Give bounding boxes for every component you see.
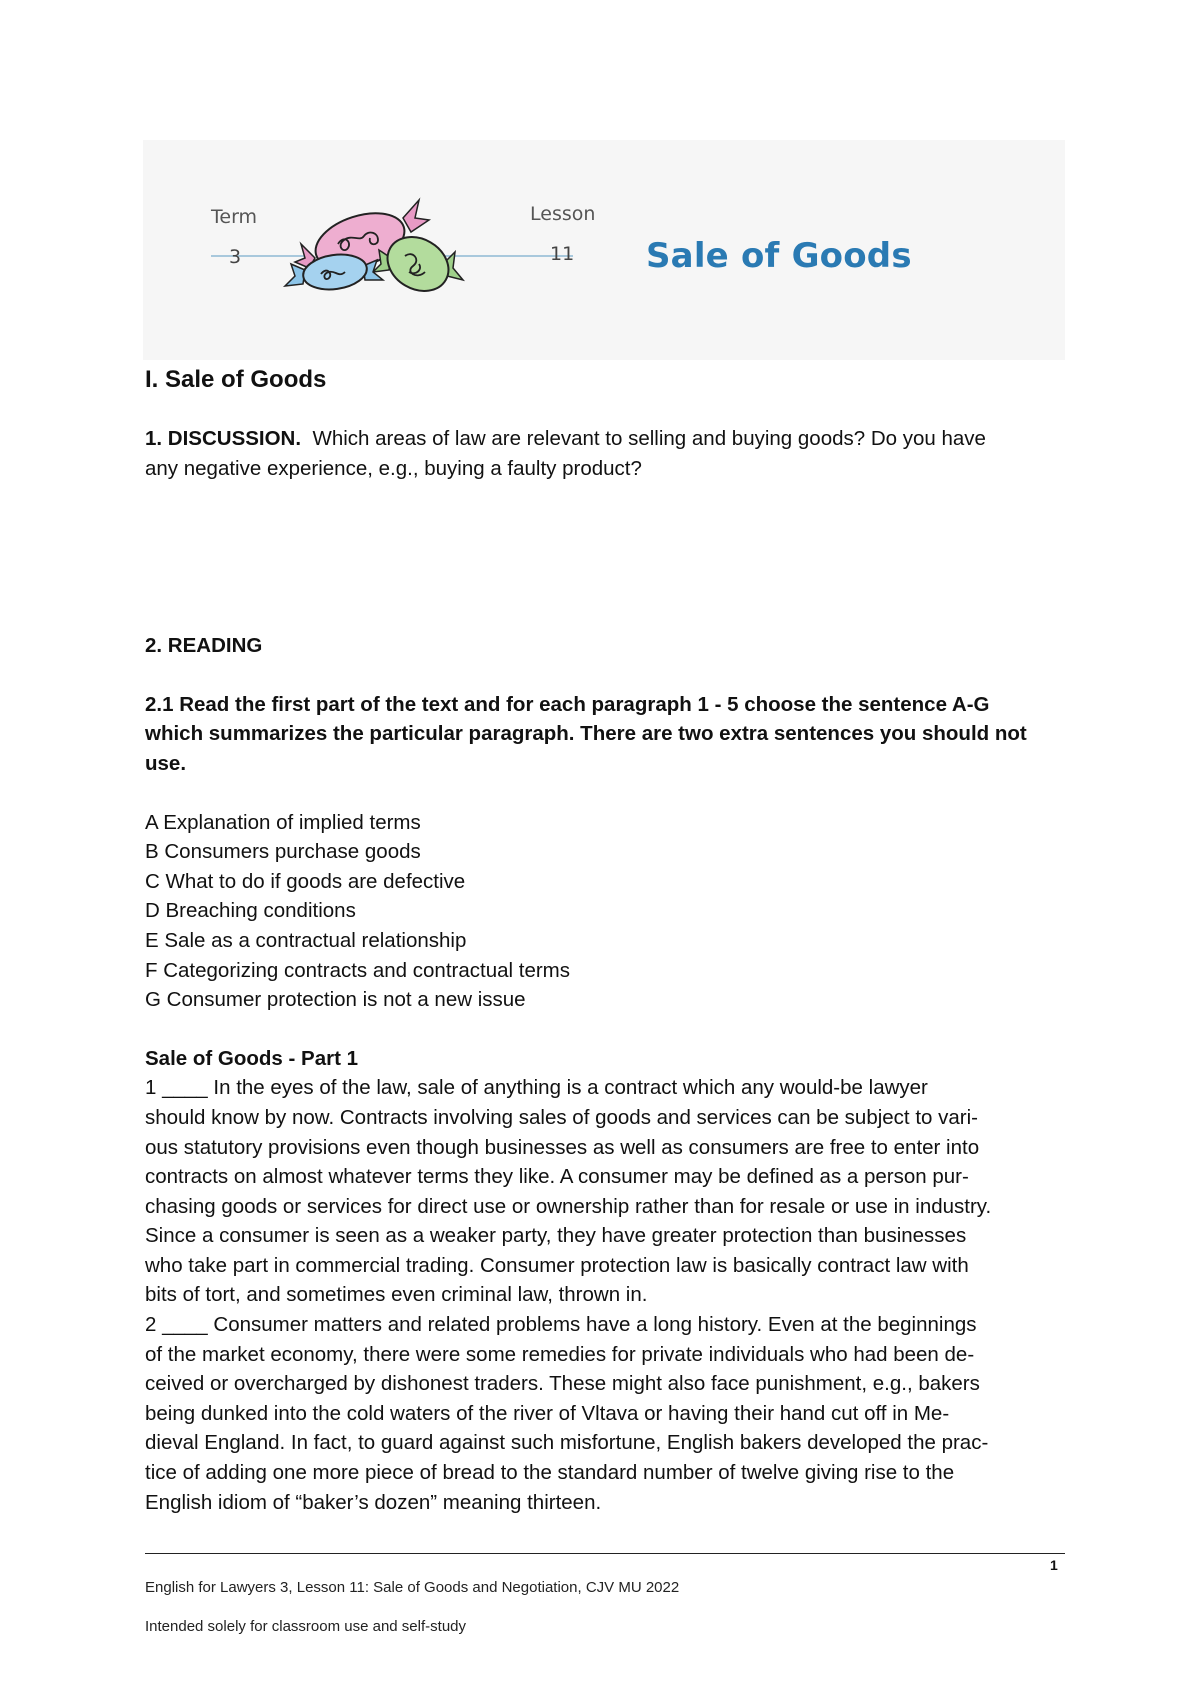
text-line: who take part in commercial trading. Consumer protection law is basically contract law with [145,1253,969,1277]
discussion-line-2: any negative experience, e.g., buying a faulty product? [145,456,642,480]
discussion-prompt [145,424,1065,454]
reading-heading: 2. READING [145,634,263,658]
reading-task-line-1: 2.1 Read the first part of the text and for each paragraph 1 - 5 choose the sentence A-G [145,692,990,716]
text-line: should know by now. Contracts involving sales of goods and services can be subject to vari- [145,1105,978,1129]
text-line: contracts on almost whatever terms they like. A consumer may be defined as a person pur- [145,1165,969,1189]
lesson-banner [143,140,1065,360]
summary-options-list [145,808,1065,1015]
reading-task-line-3: use. [145,751,187,775]
banner-title: Sale of Goods [646,236,912,276]
text-line: English idiom of “baker’s dozen” meaning thirteen. [145,1490,602,1514]
text-line: Since a consumer is seen as a weaker party, they have greater protection than businesses [145,1224,967,1248]
section-heading: I. Sale of Goods [145,366,327,393]
text-line: bits of tort, and sometimes even criminal law, thrown in. [145,1283,648,1307]
text-title: Sale of Goods - Part 1 [145,1046,359,1070]
option-item: D Breaching conditions [145,899,356,923]
discussion-line-1: Which areas of law are relevant to selling and buying goods? Do you have [312,427,986,450]
option-item: F Categorizing contracts and contractual terms [145,958,570,982]
discussion-label: 1. DISCUSSION. [145,427,302,450]
page-number: 1 [1050,1557,1058,1573]
lesson-number: 11 [550,243,575,265]
lesson-label: Lesson [530,203,596,225]
footer-divider [145,1553,1065,1554]
text-line: 2 ____ Consumer matters and related problems have a long history. Even at the beginnings [145,1313,977,1337]
text-line: 1 ____ In the eyes of the law, sale of anything is a contract which any would-be lawyer [145,1076,928,1100]
text-line: dieval England. In fact, to guard against such misfortune, English bakers developed the prac- [145,1431,989,1455]
text-line: ceived or overcharged by dishonest traders. These might also face punishment, e.g., bakers [145,1372,980,1396]
footer-usage-note: Intended solely for classroom use and self-study [145,1618,466,1635]
term-number: 3 [229,246,242,268]
term-label: Term [211,206,258,228]
footer-course-line: English for Lawyers 3, Lesson 11: Sale of Goods and Negotiation, CJV MU 2022 [145,1579,680,1596]
option-item: B Consumers purchase goods [145,840,421,864]
option-item: C What to do if goods are defective [145,869,466,893]
text-line: being dunked into the cold waters of the river of Vltava or having their hand cut off in Me- [145,1401,950,1425]
text-line: chasing goods or services for direct use or ownership rather than for resale or use in industry. [145,1194,992,1218]
paragraph-1 [145,1073,1065,1310]
option-item: A Explanation of implied terms [145,810,421,834]
candy-icon [143,140,1065,360]
option-item: E Sale as a contractual relationship [145,928,467,952]
paragraph-2 [145,1310,1065,1517]
text-line: tice of adding one more piece of bread to the standard number of twelve giving rise to the [145,1461,955,1485]
option-item: G Consumer protection is not a new issue [145,988,526,1012]
reading-task-line-2: which summarizes the particular paragraph. There are two extra sentences you should not [145,722,1027,746]
text-line: ous statutory provisions even though businesses as well as consumers are free to enter into [145,1135,980,1159]
text-line: of the market economy, there were some remedies for private individuals who had been de- [145,1342,975,1366]
document-body [145,365,1065,1517]
